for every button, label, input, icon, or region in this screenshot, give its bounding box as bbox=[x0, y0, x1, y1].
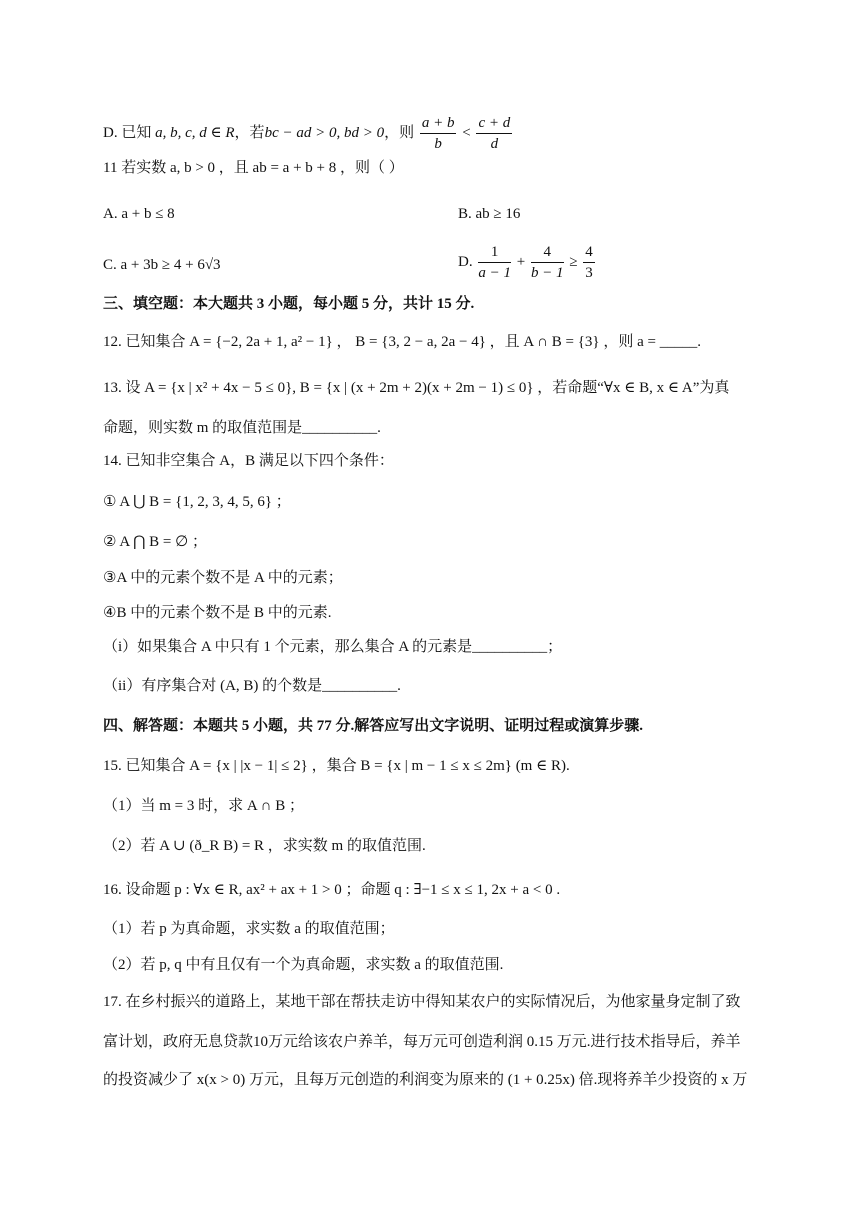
q10d-label: D. bbox=[103, 124, 118, 141]
q16-part-1: （1）若 p 为真命题，求实数 a 的取值范围； bbox=[103, 921, 395, 937]
q11-option-a: A. a + b ≤ 8 bbox=[103, 206, 175, 222]
q14-part-2: （ii）有序集合对 (A, B) 的个数是__________. bbox=[103, 678, 401, 694]
q12: 12. 已知集合 A = {−2, 2a + 1, a² − 1} ， B = {3, 2 − a, 2a − 4} ，且 A ∩ B = {3} ，则 a = _____. bbox=[103, 334, 701, 350]
q10d-fraction-2: $\frac{c + d}{d}$ bbox=[478, 115, 511, 152]
q17-line1: 17. 在乡村振兴的道路上，某地干部在帮扶走访中得知某农户的实际情况后，为他家量身定制了致 bbox=[103, 994, 741, 1010]
q14-stem: 14. 已知非空集合 A，B 满足以下四个条件： bbox=[103, 453, 394, 469]
q11d-fraction-2: $\frac{4}{b - 1}$ bbox=[530, 244, 564, 281]
q10-option-d bbox=[103, 113, 514, 154]
q10d-text1: 已知 bbox=[121, 124, 152, 141]
q15-part-1: （1）当 m = 3 时，求 A ∩ B ； bbox=[103, 798, 304, 814]
q11d-plus: + bbox=[516, 253, 526, 270]
q11-stem: 11 若实数 a, b > 0 ，且 ab = a + b + 8 ，则（ ） bbox=[103, 160, 404, 176]
q17-line3: 的投资减少了 x(x > 0) 万元，且每万元创造的利润变为原来的 (1 + 0.25x) 倍.现将养羊少投资的 x 万 bbox=[103, 1072, 748, 1088]
q11d-fraction-1: $\frac{1}{a - 1}$ bbox=[478, 244, 511, 281]
q16-stem: 16. 设命题 p : ∀x ∈ R, ax² + ax + 1 > 0 ；命题 q : ∃−1 ≤ x ≤ 1, 2x + a < 0 . bbox=[103, 882, 561, 898]
q11-option-b: B. ab ≥ 16 bbox=[458, 206, 521, 222]
q11d-label: D. bbox=[458, 253, 473, 270]
q10d-text3: ，则 bbox=[384, 124, 415, 141]
q10d-cond: bc − ad > 0, bd > 0 bbox=[264, 124, 385, 141]
q11d-ge: ≥ bbox=[569, 253, 578, 270]
q15-part-2: （2）若 A ∪ (ð_R B) = R ，求实数 m 的取值范围. bbox=[103, 838, 426, 854]
q11-option-d bbox=[458, 242, 597, 283]
q15-stem: 15. 已知集合 A = {x | |x − 1| ≤ 2} ，集合 B = {x | m − 1 ≤ x ≤ 2m} (m ∈ R). bbox=[103, 758, 570, 774]
section-3-heading: 三、填空题：本大题共 3 小题，每小题 5 分，共计 15 分. bbox=[103, 296, 475, 312]
q13-line1: 13. 设 A = {x | x² + 4x − 5 ≤ 0}, B = {x | (x + 2m + 2)(x + 2m − 1) ≤ 0} ，若命题“∀x ∈ B, x ∈ A”为真 bbox=[103, 380, 730, 396]
section-4-heading: 四、解答题：本题共 5 小题，共 77 分.解答应写出文字说明、证明过程或演算步骤. bbox=[103, 718, 644, 734]
q11-option-c: C. a + 3b ≥ 4 + 6√3 bbox=[103, 257, 221, 273]
q10d-fraction-1: $\frac{a + b}{b}$ bbox=[421, 115, 455, 152]
q14-condition-4: ④B 中的元素个数不是 B 中的元素. bbox=[103, 605, 332, 621]
q14-condition-2: ② A ⋂ B = ∅ ； bbox=[103, 534, 207, 550]
q10d-text2: ，若 bbox=[234, 124, 265, 141]
q10d-lt: < bbox=[462, 124, 471, 141]
q13-line2: 命题，则实数 m 的取值范围是__________. bbox=[103, 420, 381, 436]
q10d-set: a, b, c, d ∈ R bbox=[155, 124, 235, 141]
q11d-fraction-3: $\frac{4}{3}$ bbox=[585, 244, 593, 281]
q17-line2: 富计划，政府无息贷款10万元给该农户养羊，每万元可创造利润 0.15 万元.进行技术指导后，养羊 bbox=[103, 1034, 741, 1050]
q16-part-2: （2）若 p, q 中有且仅有一个为真命题，求实数 a 的取值范围. bbox=[103, 957, 504, 973]
q14-condition-3: ③A 中的元素个数不是 A 中的元素； bbox=[103, 570, 343, 586]
q14-condition-1: ① A ⋃ B = {1, 2, 3, 4, 5, 6} ； bbox=[103, 494, 291, 510]
q14-part-1: （i）如果集合 A 中只有 1 个元素，那么集合 A 的元素是__________； bbox=[103, 639, 563, 655]
